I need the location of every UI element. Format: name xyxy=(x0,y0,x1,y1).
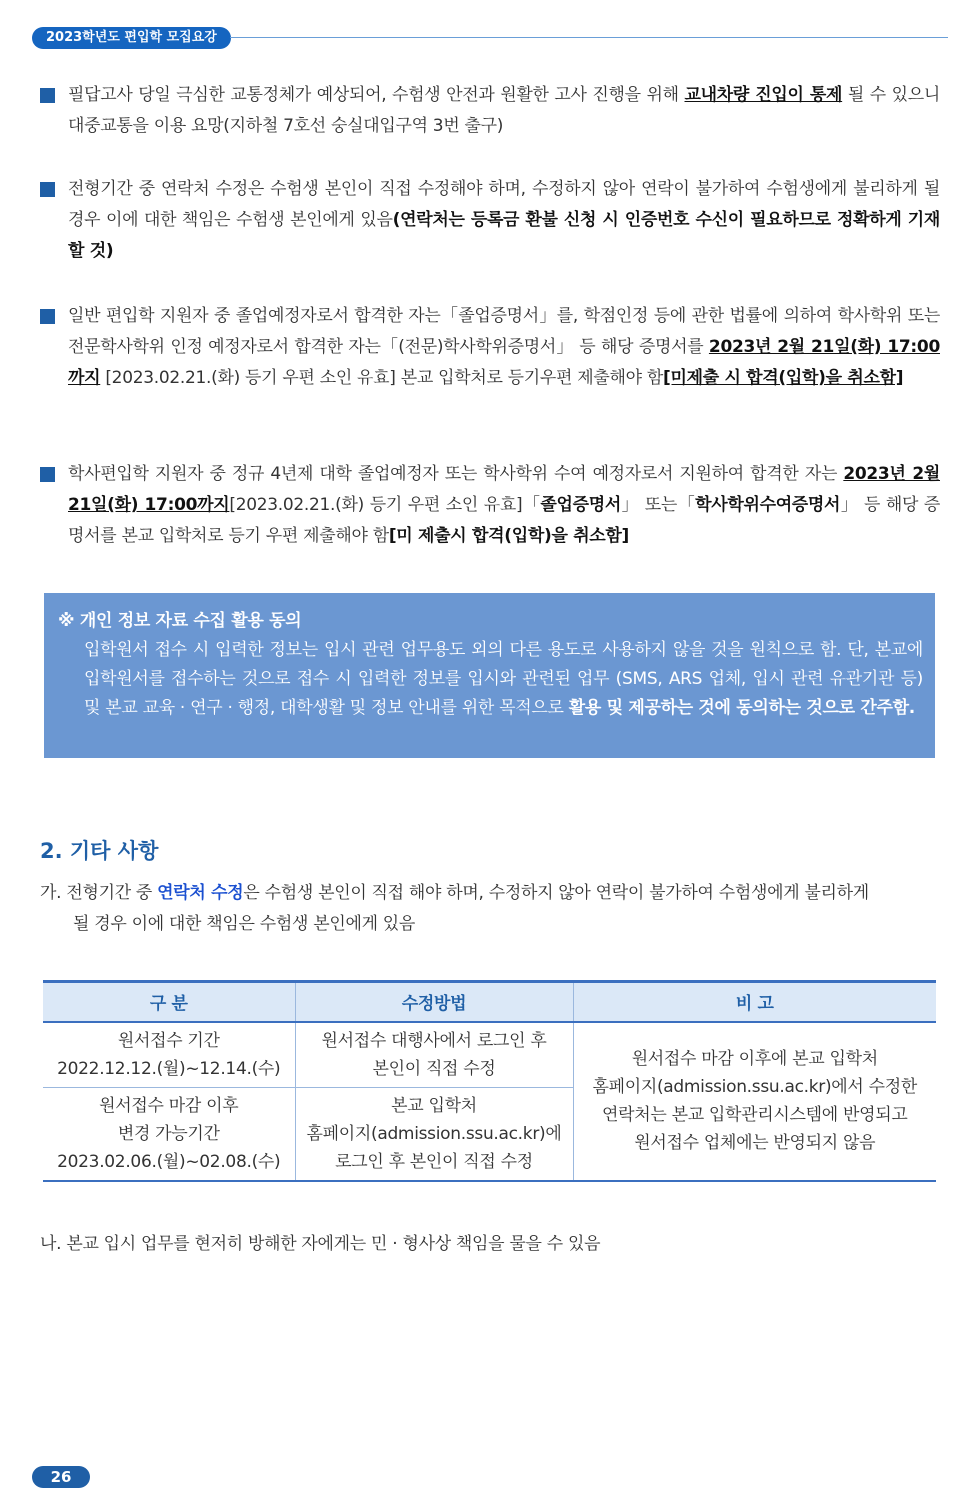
bullet-deadline: 2023년 2월 21일(화) 17:00까지 xyxy=(68,464,940,515)
item-text: 될 경우 이에 대한 책임은 수험생 본인에게 있음 xyxy=(73,914,416,934)
cell-line: 홈페이지(admission.ssu.ac.kr)에 xyxy=(306,1123,562,1144)
square-bullet-icon xyxy=(40,467,55,482)
bullet-graduation-general xyxy=(40,301,940,394)
header-rule xyxy=(230,37,948,38)
bullet-emphasis: (연락처는 등록금 환불 신청 시 인증번호 수신이 필요하므로 정확하게 기재할 것) xyxy=(68,210,940,261)
table-cell xyxy=(295,1087,573,1181)
table-cell xyxy=(43,1022,295,1088)
cell-line: 로그인 후 본인이 직접 수정 xyxy=(335,1151,533,1172)
cell-line: 홈페이지(admission.ssu.ac.kr)에서 수정한 xyxy=(592,1077,918,1097)
notice-title: ※ 개인 정보 자료 수집 활용 동의 xyxy=(58,611,302,631)
bullet-traffic xyxy=(40,80,940,142)
notice-body: 입학원서 접수 시 입력한 정보는 입시 관련 업무용도 외의 다른 용도로 사용하지 않을 것을 원칙으로 함. 단, 본교에 입학원서를 접수하는 것으로 접수 시 입력한 정보를 입시와 관련된 업무 (SMS, ARS 업체, 입시 관련 유관기관 등) 및 본교 교육 · 연구 · 행정, 대학생활 및 정보 안내를 위한 목적으로 xyxy=(84,640,923,718)
cell-line: 본인이 직접 수정 xyxy=(372,1058,496,1079)
bullet-text: 전형기간 중 연락처 수정은 수험생 본인이 직접 수정해야 하며, 수정하지 않아 연락이 불가하여 수험생에게 불리하게 될 경우 이에 대한 책임은 수험생 본인에게 있음 xyxy=(68,179,940,230)
bullet-emphasis: [미제출 시 합격(입학)을 취소함] xyxy=(662,368,904,388)
table-note-cell xyxy=(573,1022,936,1181)
cell-line: 연락처는 본교 입학관리시스템에 반영되고 xyxy=(601,1105,908,1125)
square-bullet-icon xyxy=(40,88,55,103)
bullet-text: [2023.02.21.(화) 등기 우편 소인 유효]「 xyxy=(229,495,541,515)
bullet-text: 학사편입학 지원자 중 정규 4년제 대학 졸업예정자 또는 학사학위 수여 예정자로서 지원하여 합격한 자는 xyxy=(68,464,844,484)
bullet-text: [2023.02.21.(화) 등기 우편 소인 유효] 본교 입학처로 등기우편 제출해야 함 xyxy=(100,368,663,388)
table-cell xyxy=(43,1087,295,1181)
cell-line: 원서접수 마감 이후에 본교 입학처 xyxy=(631,1049,878,1069)
item-ga xyxy=(40,878,940,940)
square-bullet-icon xyxy=(40,309,55,324)
cell-line: 2023.02.06.(월)~02.08.(수) xyxy=(57,1151,281,1172)
bullet-graduation-bachelor xyxy=(40,459,940,552)
contact-change-table xyxy=(43,980,936,1182)
cell-line: 2022.12.12.(월)~12.14.(수) xyxy=(57,1058,281,1079)
bullet-contact-change xyxy=(40,174,940,267)
table-cell xyxy=(295,1022,573,1088)
page-number: 26 xyxy=(32,1466,90,1488)
bullet-emphasis: 교내차량 진입이 통제 xyxy=(684,85,843,105)
square-bullet-icon xyxy=(40,182,55,197)
bullet-text: 」 또는「 xyxy=(621,495,696,515)
bullet-text: 」 등 해당 증명서를 본교 입학처로 등기 우편 제출해야 함 xyxy=(68,495,941,546)
table-header: 비 고 xyxy=(573,982,936,1022)
cell-line: 본교 입학처 xyxy=(391,1095,477,1116)
bullet-emphasis: 졸업증명서 xyxy=(540,495,621,515)
bullet-text: 필답고사 당일 극심한 교통정체가 예상되어, 수험생 안전과 원활한 고사 진행을 위해 xyxy=(68,85,685,105)
table-row xyxy=(43,1022,936,1088)
section-title: 2. 기타 사항 xyxy=(40,839,159,863)
bullet-text: 될 수 있으니 대중교통을 이용 요망(지하철 7호선 숭실대입구역 3번 출구) xyxy=(68,85,940,136)
item-na: 나. 본교 입시 업무를 현저히 방해한 자에게는 민 · 형사상 책임을 물을 수 있음 xyxy=(40,1234,601,1254)
cell-line: 원서접수 마감 이후 xyxy=(99,1095,239,1116)
privacy-notice-box xyxy=(44,593,935,758)
header-title: 2023학년도 편입학 모집요강 xyxy=(32,27,231,49)
item-text: 가. 전형기간 중 xyxy=(40,883,158,903)
bullet-emphasis: [미 제출시 합격(입학)을 취소함] xyxy=(388,526,630,546)
cell-line: 변경 가능기간 xyxy=(117,1123,220,1144)
cell-line: 원서접수 대행사에서 로그인 후 xyxy=(321,1030,547,1051)
bullet-text: 일반 편입학 지원자 중 졸업예정자로서 합격한 자는「졸업증명서」를, 학점인정 등에 관한 법률에 의하여 학사학위 또는 전문학사학위 인정 예정자로서 합격한 자는「(전문)학사학위증명서」 등 해당 증명서를 xyxy=(68,306,940,357)
notice-bold: 활용 및 제공하는 것에 동의하는 것으로 간주함. xyxy=(568,698,915,718)
bullet-deadline: 2023년 2월 21일(화) 17:00까지 xyxy=(68,337,940,388)
bullet-emphasis: 학사학위수여증명서 xyxy=(695,495,841,515)
item-text: 은 수험생 본인이 직접 해야 하며, 수정하지 않아 연락이 불가하여 수험생에게 불리하게 xyxy=(243,883,869,903)
item-highlight: 연락처 수정 xyxy=(157,883,244,903)
table-header: 수정방법 xyxy=(295,982,573,1022)
table-header: 구 분 xyxy=(43,982,295,1022)
cell-line: 원서접수 기간 xyxy=(117,1030,220,1051)
cell-line: 원서접수 업체에는 반영되지 않음 xyxy=(634,1133,876,1153)
